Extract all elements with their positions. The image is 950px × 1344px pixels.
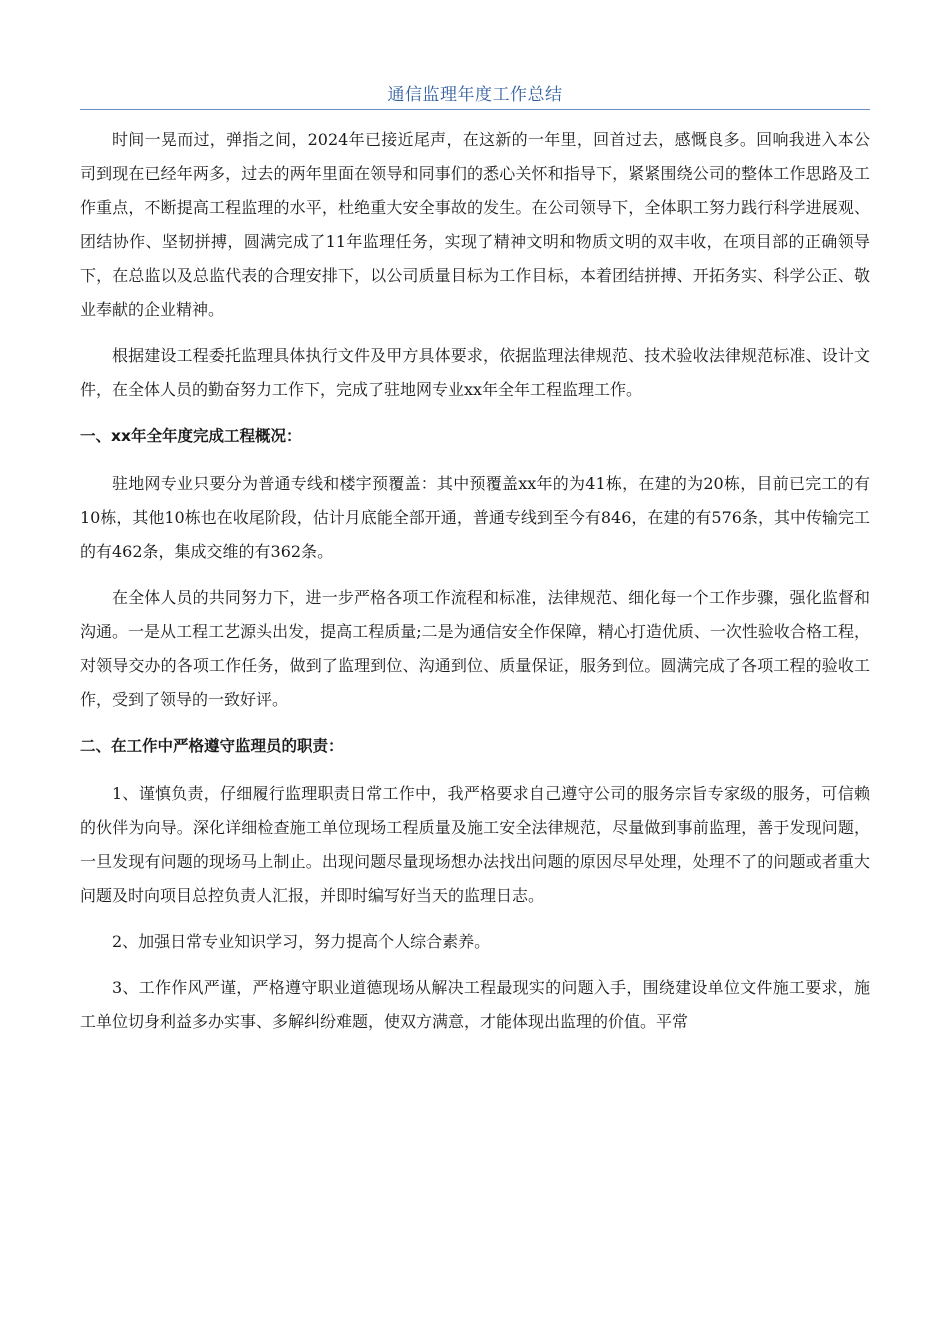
paragraph-overview: 驻地网专业只要分为普通专线和楼宇预覆盖：其中预覆盖xx年的为41栋，在建的为20栋，目前已完工的有10栋，其他10栋也在收尾阶段，估计月底能全部开通，普通专线到至今有846，在建的有576条，其中传输完工的有462条，集成交维的有362条。 — [80, 474, 870, 561]
section-heading-2: 二、在工作中严格遵守监理员的职责： — [80, 737, 344, 755]
paragraph-duty-3: 3、工作作风严谨，严格遵守职业道德现场从解决工程最现实的问题入手，围绕建设单位文件施工要求，施工单位切身利益多办实事、多解纠纷难题，使双方满意，才能体现出监理的价值。平常 — [80, 978, 870, 1031]
document-page — [80, 0, 870, 1344]
title-underline — [80, 109, 870, 110]
document-body — [80, 123, 870, 1051]
paragraph-duty-1: 1、谨慎负责，仔细履行监理职责日常工作中，我严格要求自己遵守公司的服务宗旨专家级的服务，可信赖的伙伴为向导。深化详细检查施工单位现场工程质量及施工安全法律规范，尽量做到事前监理，善于发现问题，一旦发现有问题的现场马上制止。出现问题尽量现场想办法找出问题的原因尽早处理，处理不了的问题或者重大问题及时向项目总控负责人汇报，并即时编写好当天的监理日志。 — [80, 784, 870, 905]
paragraph-duty-2: 2、加强日常专业知识学习，努力提高个人综合素养。 — [112, 932, 491, 951]
section-heading-1: 一、xx年全年度完成工程概况： — [80, 427, 302, 445]
paragraph-effort: 在全体人员的共同努力下，进一步严格各项工作流程和标准，法律规范、细化每一个工作步骤，强化监督和沟通。一是从工程工艺源头出发，提高工程质量;二是为通信安全作保障，精心打造优质、一次性验收合格工程，对领导交办的各项工作任务，做到了监理到位、沟通到位、质量保证，服务到位。圆满完成了各项工程的验收工作，受到了领导的一致好评。 — [80, 588, 870, 709]
document-title: 通信监理年度工作总结 — [387, 85, 563, 105]
paragraph-basis: 根据建设工程委托监理具体执行文件及甲方具体要求，依据监理法律规范、技术验收法律规范标准、设计文件，在全体人员的勤奋努力工作下，完成了驻地网专业xx年全年工程监理工作。 — [80, 346, 870, 399]
paragraph-intro: 时间一晃而过，弹指之间，2024年已接近尾声，在这新的一年里，回首过去，感慨良多。回响我进入本公司到现在已经年两多，过去的两年里面在领导和同事们的悉心关怀和指导下，紧紧围绕公司的整体工作思路及工作重点，不断提高工程监理的水平，杜绝重大安全事故的发生。在公司领导下，全体职工努力践行科学进展观、团结协作、坚韧拼搏，圆满完成了11年监理任务，实现了精神文明和物质文明的双丰收，在项目部的正确领导下，在总监以及总监代表的合理安排下，以公司质量目标为工作目标，本着团结拼搏、开拓务实、科学公正、敬业奉献的企业精神。 — [80, 130, 870, 319]
